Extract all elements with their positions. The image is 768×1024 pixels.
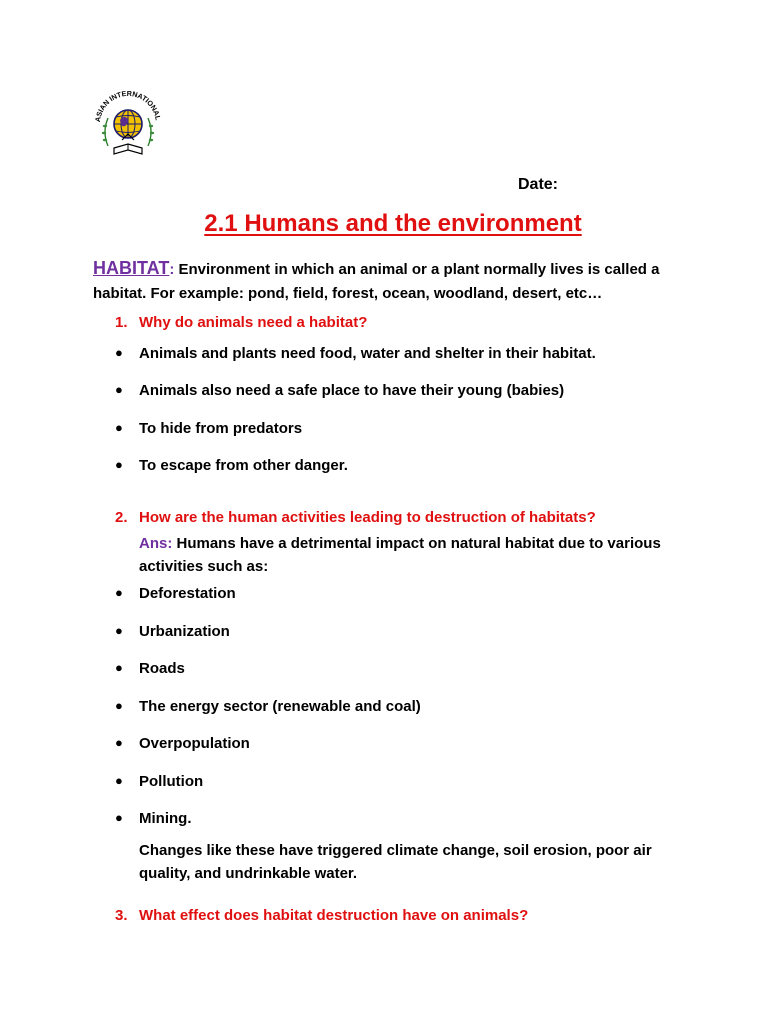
list-item-text: Urbanization — [139, 623, 230, 640]
bullet-icon: ● — [115, 698, 123, 713]
bullet-icon: ● — [115, 345, 123, 360]
bullet-icon: ● — [115, 420, 123, 435]
list-item-text: Animals and plants need food, water and shelter in their habitat. — [139, 345, 596, 362]
consequence-note: Changes like these have triggered climate change, soil erosion, poor air quality, and undrinkable water. — [139, 842, 652, 882]
habitat-definition — [93, 256, 693, 306]
school-logo — [92, 84, 164, 168]
list-item-text: Mining. — [139, 810, 192, 827]
logo-lettering: ASIAN INTERNATIONAL — [93, 88, 163, 123]
question-text: Why do animals need a habitat? — [139, 314, 368, 331]
question-3 — [115, 907, 528, 924]
bullet-icon: ● — [115, 735, 123, 750]
bullet-icon: ● — [115, 773, 123, 788]
date-label: Date: — [518, 176, 559, 193]
list-item-text: Deforestation — [139, 585, 236, 602]
answer-text: Humans have a detrimental impact on natural habitat due to various activities such as: — [139, 535, 661, 575]
answer-block — [139, 532, 679, 578]
answer-label: Ans: — [139, 535, 173, 552]
question-text: How are the human activities leading to destruction of habitats? — [139, 509, 596, 526]
question-number: 1. — [115, 314, 128, 331]
list-item-text: To escape from other danger. — [139, 457, 348, 474]
page-title: 2.1 Humans and the environment — [204, 210, 582, 237]
bullet-icon: ● — [115, 810, 123, 825]
list-item-text: Overpopulation — [139, 735, 250, 752]
list-item-text: To hide from predators — [139, 420, 303, 437]
habitat-term: HABITAT — [93, 258, 170, 278]
bullet-icon: ● — [115, 660, 123, 675]
bullet-icon: ● — [115, 382, 123, 397]
bullet-icon: ● — [115, 585, 123, 600]
list-item-text: The energy sector (renewable and coal) — [139, 698, 421, 715]
list-item-text: Pollution — [139, 773, 204, 790]
habitat-definition-text: Environment in which an animal or a plant normally lives is called a habitat. For example: pond, field, forest, ocean, woodland, desert, etc… — [93, 261, 660, 302]
list-item-text: Animals also need a safe place to have their young (babies) — [139, 382, 565, 399]
list-item-text: Roads — [139, 660, 185, 677]
bullet-icon: ● — [115, 623, 123, 638]
question-number: 2. — [115, 509, 128, 526]
habitat-colon: : — [169, 261, 175, 278]
question-1 — [115, 314, 367, 331]
question-2 — [115, 509, 596, 526]
bullet-icon: ● — [115, 457, 123, 472]
question-number: 3. — [115, 907, 128, 924]
question-text: What effect does habitat destruction have on animals? — [139, 907, 529, 924]
